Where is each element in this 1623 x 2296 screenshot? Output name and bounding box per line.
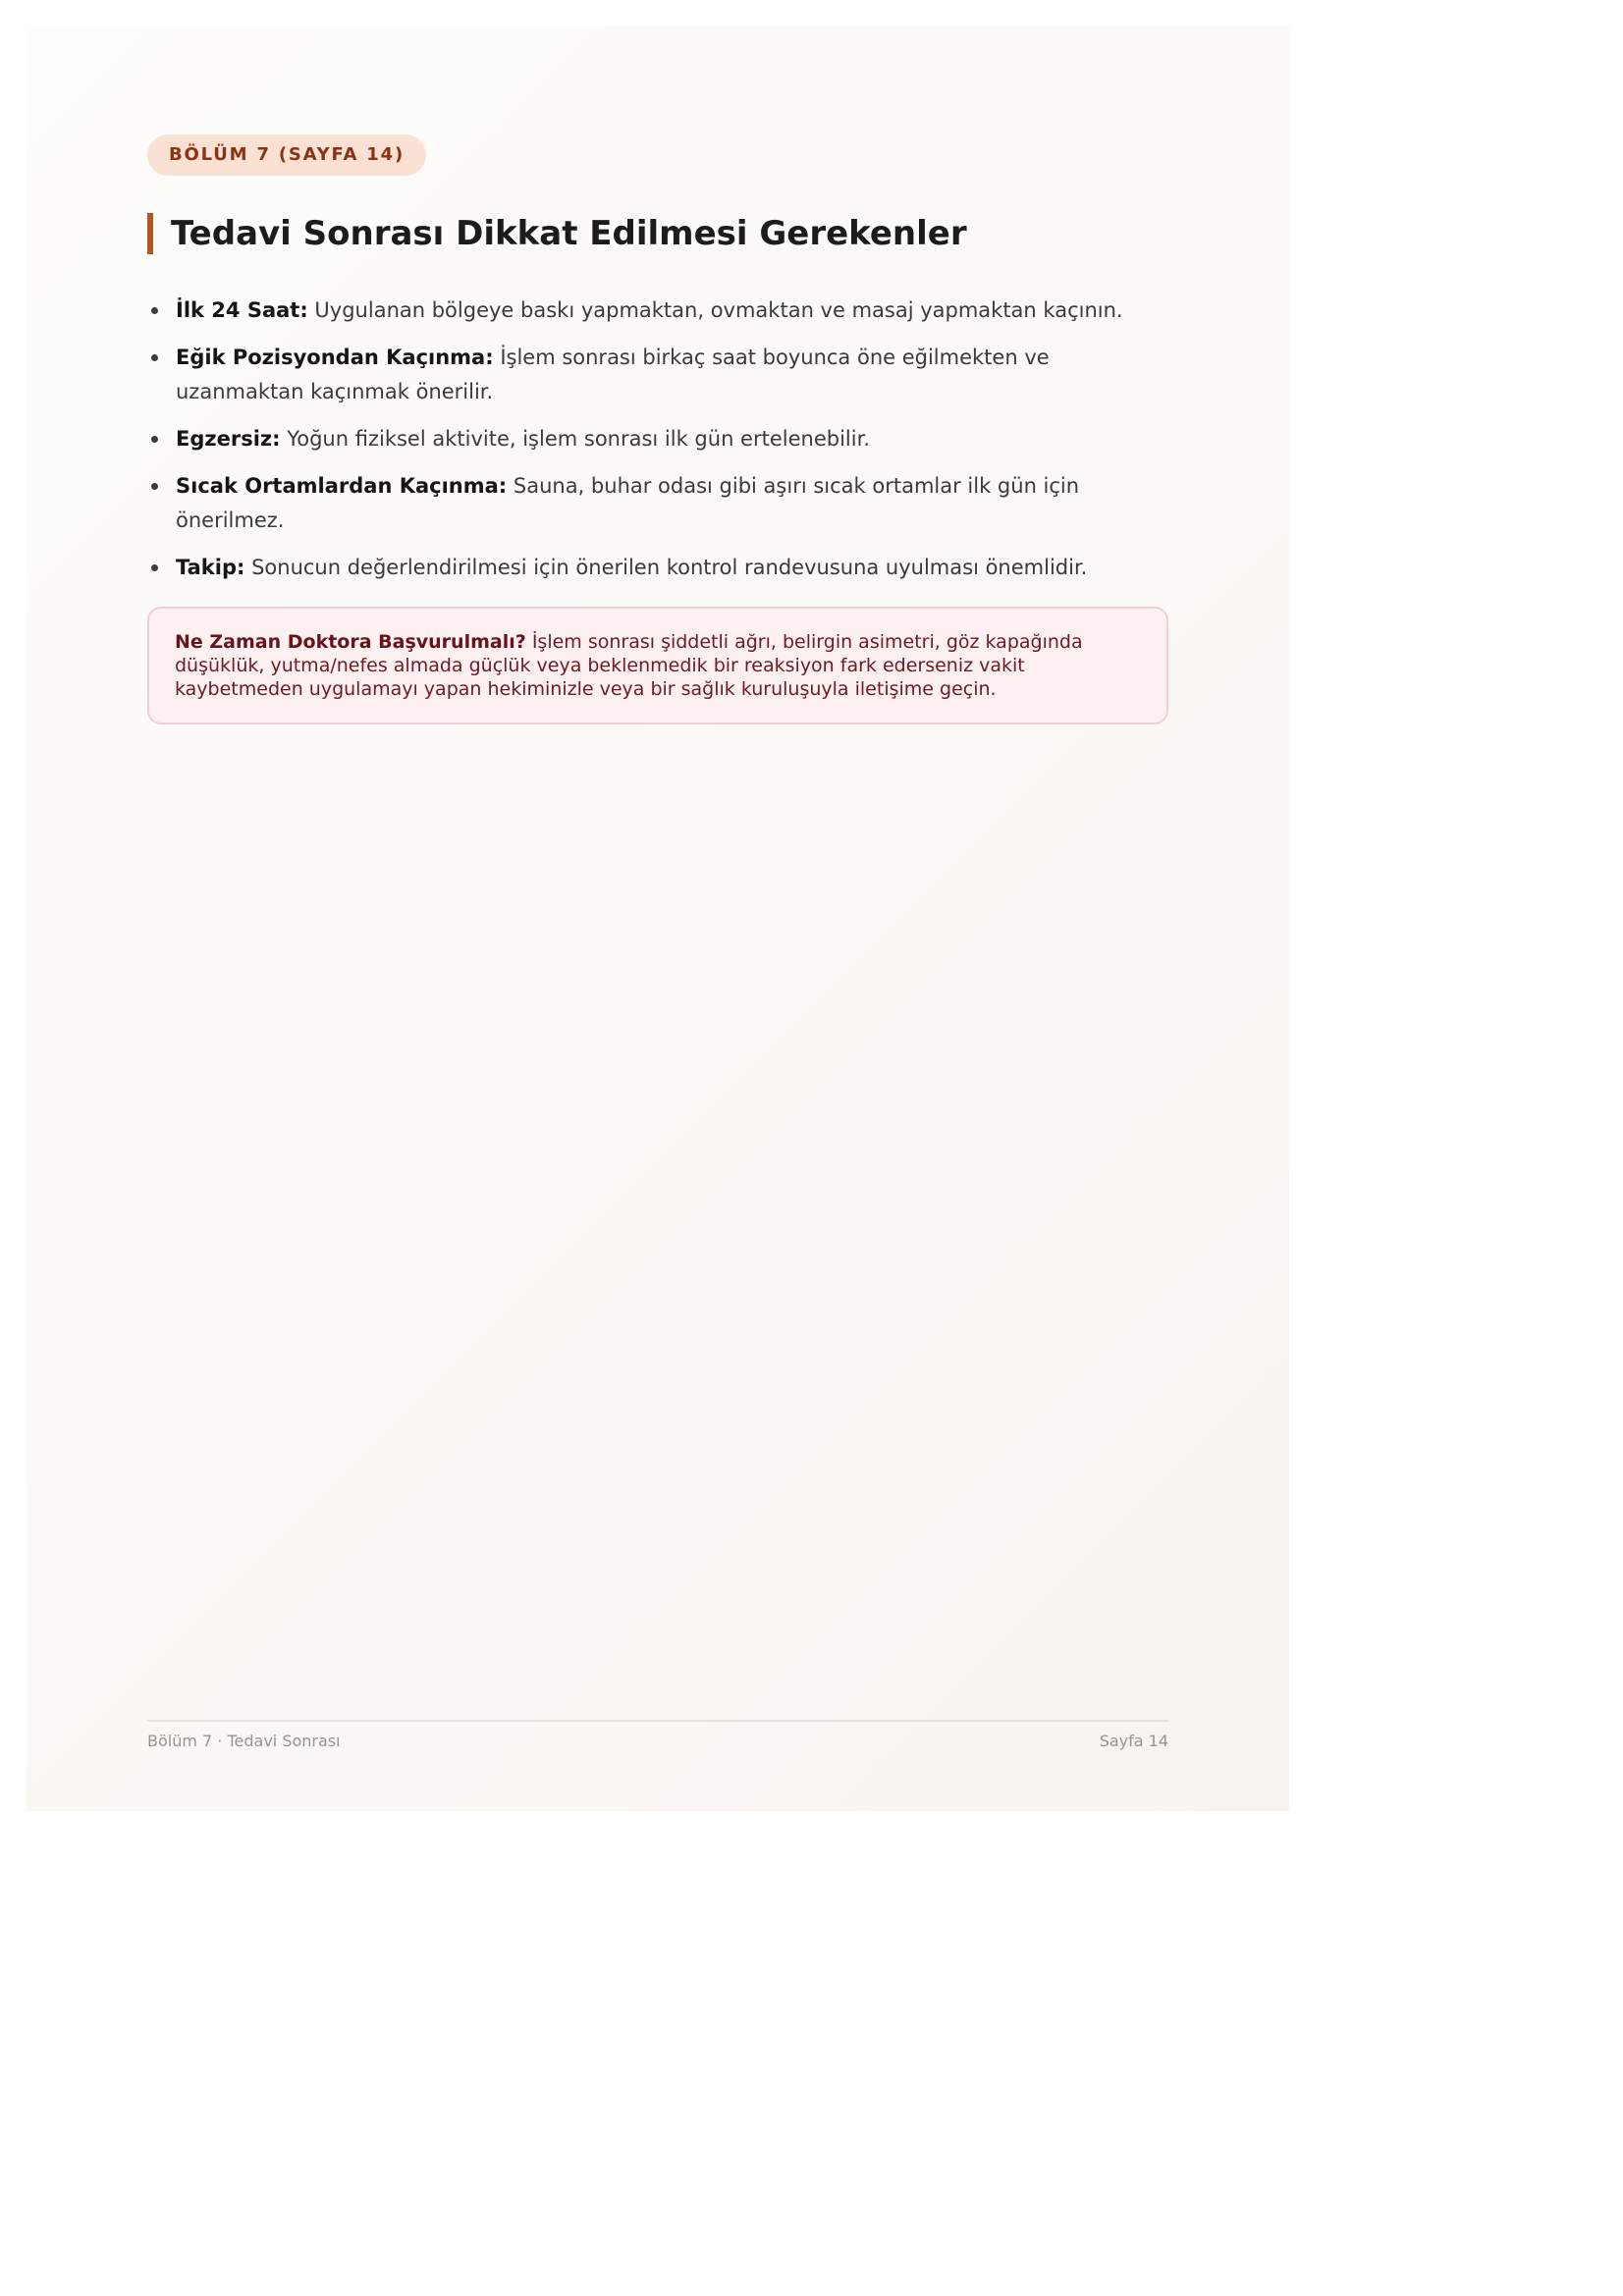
item-label: Takip: [176,556,245,579]
footer-chapter: Bölüm 7 · Tedavi Sonrası [147,1732,341,1750]
document-page [27,27,1289,1811]
list-item [147,341,1174,409]
item-text: Uygulanan bölgeye baskı yapmaktan, ovmaktan ve masaj yapmaktan kaçının. [314,298,1123,322]
bullet-icon [151,564,158,571]
care-instructions-list [147,294,1174,598]
list-item [147,294,1174,328]
bullet-icon [151,307,158,314]
item-text: İşlem sonrası birkaç saat boyunca öne eğilmekten ve uzanmaktan kaçınmak önerilir. [176,346,1050,403]
list-item [147,422,1174,456]
item-text: Sauna, buhar odası gibi aşırı sıcak ortamlar ilk gün için önerilmez. [176,474,1080,532]
section-badge: BÖLÜM 7 (SAYFA 14) [147,134,426,176]
item-text: Yoğun fiziksel aktivite, işlem sonrası ilk gün ertelenebilir. [287,427,870,451]
item-label: İlk 24 Saat: [176,298,308,322]
page-title: Tedavi Sonrası Dikkat Edilmesi Gerekenler [171,214,967,253]
alert-title: Ne Zaman Doktora Başvurulmalı? [175,631,526,653]
item-label: Egzersiz: [176,427,281,451]
bullet-icon [151,436,158,443]
bullet-icon [151,354,158,361]
item-text: Sonucun değerlendirilmesi için önerilen kontrol randevusuna uyulması önemlidir. [251,556,1088,579]
list-item [147,469,1174,538]
list-item [147,551,1174,585]
alert-text: İşlem sonrası şiddetli ağrı, belirgin asimetri, göz kapağında düşüklük, yutma/nefes almada güçlük veya beklenmedik bir reaksiyon fark ederseniz vakit kaybetmeden uygulamayı yapan hekiminizle veya bir sağlık kuruluşuyla iletişime geçin. [175,631,1083,700]
footer-page-number: Sayfa 14 [1099,1732,1168,1750]
title-block [147,213,967,254]
footer-divider [147,1720,1168,1722]
item-label: Eğik Pozisyondan Kaçınma: [176,346,494,369]
doctor-alert-box [147,607,1168,724]
bullet-icon [151,483,158,490]
item-label: Sıcak Ortamlardan Kaçınma: [176,474,508,498]
